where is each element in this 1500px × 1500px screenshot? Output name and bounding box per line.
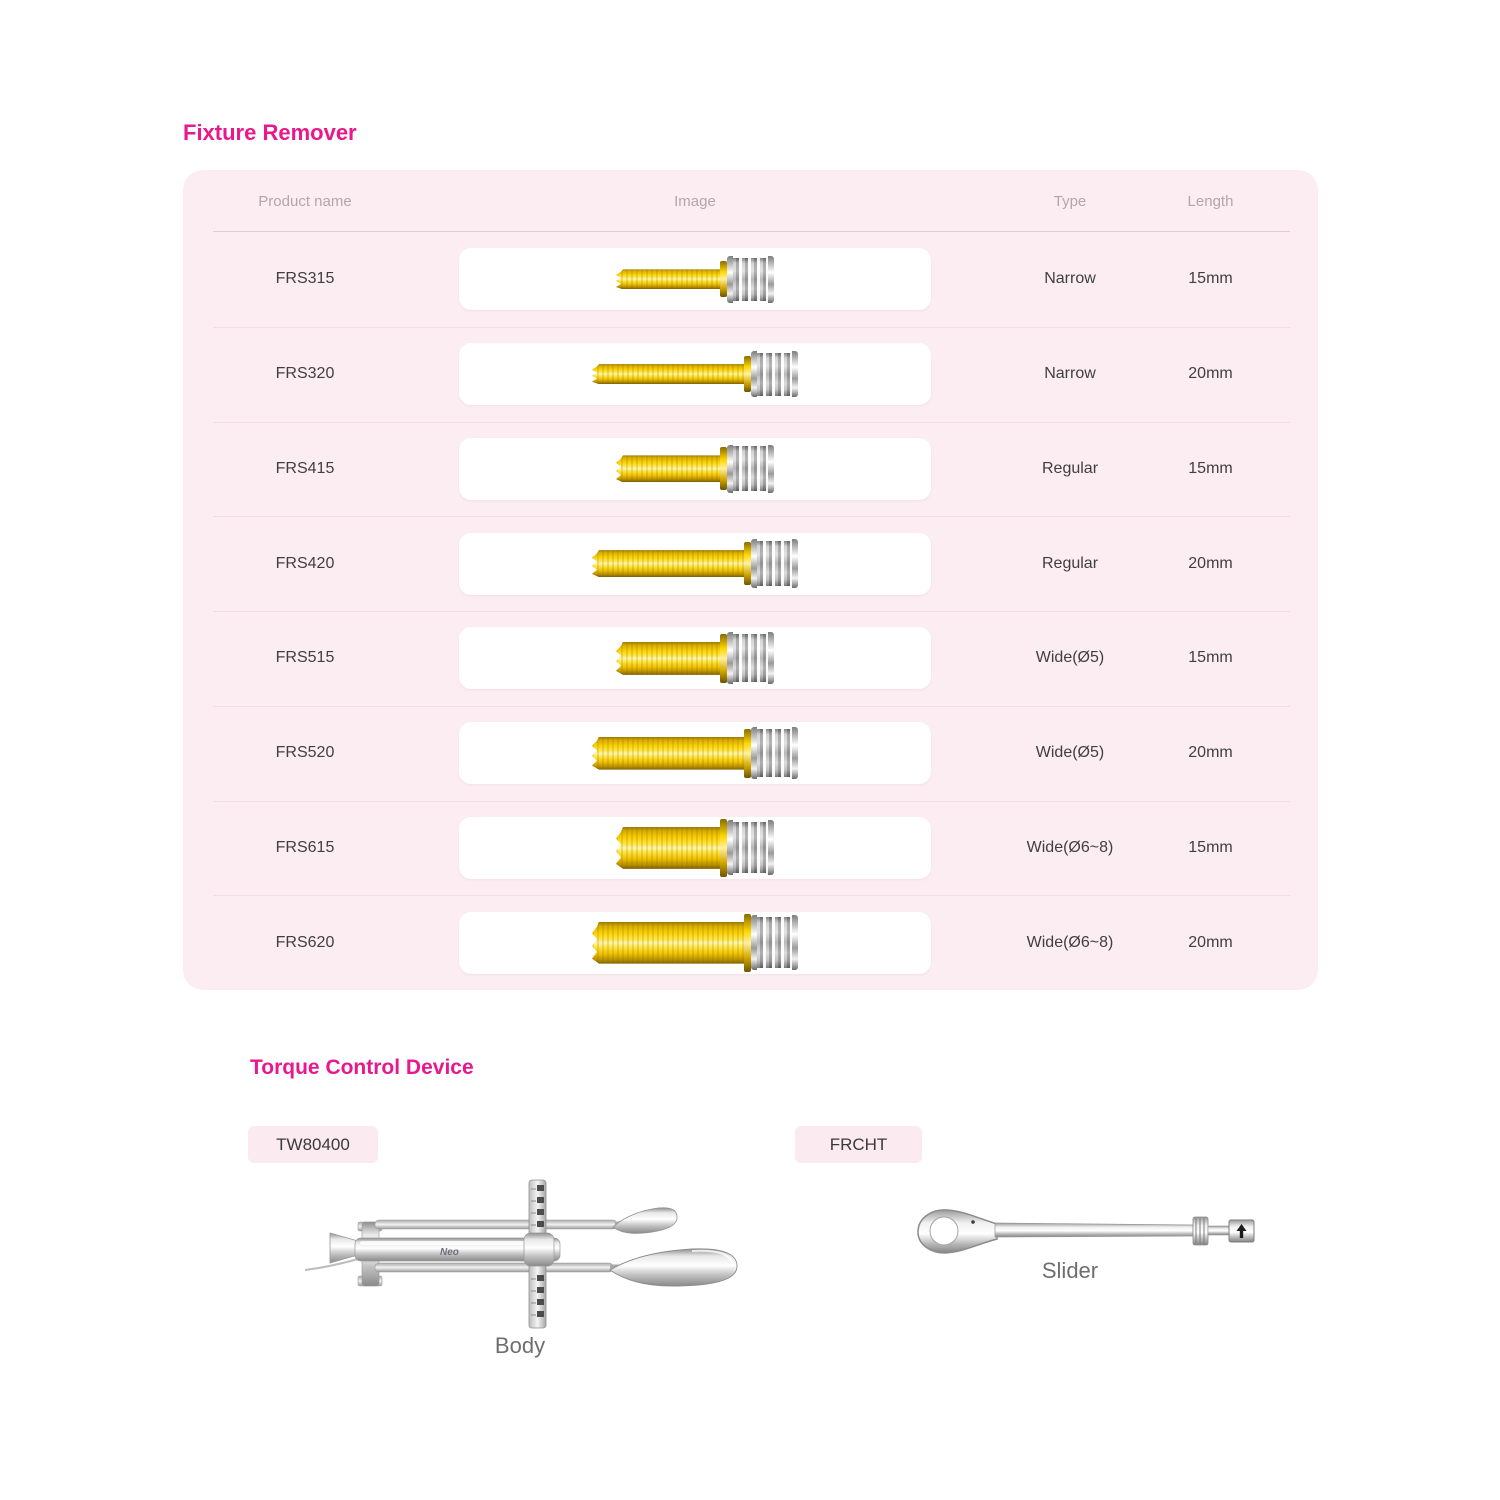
funnel-tip — [330, 1233, 358, 1263]
product-name: FRS420 — [275, 554, 335, 572]
table-row — [183, 895, 1318, 990]
gold-collar — [720, 634, 727, 683]
table-row — [183, 611, 1318, 706]
product-name: FRS320 — [275, 365, 335, 383]
table-row — [183, 801, 1318, 896]
gold-shaft — [592, 737, 744, 770]
length-value: 20mm — [1188, 744, 1233, 762]
product-image-card — [459, 627, 931, 689]
chrome-knurled-head — [727, 258, 774, 301]
gold-shaft — [616, 827, 720, 869]
fixture-remover-table — [183, 170, 1318, 990]
table-row — [183, 706, 1318, 801]
section-title-torque-control-device: Torque Control Device — [250, 1056, 474, 1079]
product-image-card — [459, 248, 931, 310]
body-label: Body — [494, 1333, 546, 1358]
type-value: Wide(Ø6~8) — [1026, 933, 1114, 951]
length-value: 20mm — [1188, 554, 1233, 572]
product-name: FRS620 — [275, 933, 335, 951]
type-value: Regular — [1041, 459, 1099, 477]
section-title-fixture-remover: Fixture Remover — [183, 120, 357, 145]
type-value: Narrow — [1044, 270, 1096, 288]
fixture-remover-tool-image — [616, 446, 774, 491]
gold-shaft — [616, 269, 720, 289]
chrome-knurled-head — [727, 446, 774, 491]
gold-collar — [744, 542, 751, 585]
top-handle — [613, 1208, 677, 1234]
gold-shaft — [592, 922, 744, 964]
chrome-knurled-head — [751, 353, 798, 396]
length-value: 20mm — [1188, 933, 1233, 951]
product-image-card — [459, 438, 931, 500]
gold-collar — [720, 261, 727, 297]
product-name: FRS315 — [275, 270, 335, 288]
column-header-image: Image — [674, 192, 716, 210]
table-row — [183, 422, 1318, 517]
length-value: 15mm — [1188, 459, 1233, 477]
table-row — [183, 327, 1318, 422]
product-image-card — [459, 722, 931, 784]
type-value: Wide(Ø5) — [1035, 744, 1105, 762]
length-value: 15mm — [1188, 270, 1233, 288]
gold-shaft — [592, 550, 744, 577]
fixture-remover-tool-image — [592, 353, 798, 396]
code-badge-tw80400: TW80400 — [248, 1126, 378, 1163]
type-value: Narrow — [1044, 365, 1096, 383]
table-body — [183, 232, 1318, 990]
fixture-remover-tool-image — [592, 914, 798, 972]
table-row — [183, 516, 1318, 611]
gold-collar — [744, 356, 751, 392]
bottom-handle — [610, 1249, 737, 1286]
fixture-remover-tool-image — [592, 541, 798, 586]
product-name: FRS415 — [275, 459, 335, 477]
gold-shaft — [616, 455, 720, 482]
type-value: Wide(Ø6~8) — [1026, 838, 1114, 856]
chrome-knurled-head — [727, 634, 774, 682]
chrome-knurled-head — [751, 729, 798, 777]
length-value: 15mm — [1188, 649, 1233, 667]
product-name: FRS520 — [275, 744, 335, 762]
chrome-knurled-head — [751, 917, 798, 968]
product-image-card — [459, 343, 931, 405]
column-header-type: Type — [1053, 192, 1087, 210]
gold-collar — [720, 447, 727, 490]
product-name: FRS615 — [275, 838, 335, 856]
gold-shaft — [616, 642, 720, 675]
slider-rod — [995, 1223, 1193, 1237]
fixture-remover-tool-image — [616, 819, 774, 877]
torque-wrench-slider-image — [905, 1195, 1265, 1265]
length-value: 20mm — [1188, 365, 1233, 383]
fixture-remover-tool-image — [616, 258, 774, 301]
product-image-card — [459, 533, 931, 595]
column-header-product-name: Product name — [258, 192, 352, 210]
torque-wrench-body-image — [300, 1175, 770, 1335]
chrome-knurled-head — [727, 822, 774, 873]
product-image-card — [459, 912, 931, 974]
gold-collar — [744, 729, 751, 778]
gold-collar — [744, 914, 751, 972]
type-value: Regular — [1041, 554, 1099, 572]
device-logo: Neo — [440, 1247, 459, 1258]
product-image-card — [459, 817, 931, 879]
table-row — [183, 232, 1318, 327]
column-header-length: Length — [1187, 192, 1234, 210]
type-value: Wide(Ø5) — [1035, 649, 1105, 667]
gold-shaft — [592, 364, 744, 384]
chrome-knurled-head — [751, 541, 798, 586]
code-badge-frcht: FRCHT — [795, 1126, 922, 1163]
product-name: FRS515 — [275, 649, 335, 667]
fixture-remover-tool-image — [592, 729, 798, 778]
length-value: 15mm — [1188, 838, 1233, 856]
gold-collar — [720, 819, 727, 877]
slider-label: Slider — [1041, 1258, 1099, 1283]
table-header-row — [183, 170, 1318, 232]
fixture-remover-tool-image — [616, 634, 774, 683]
